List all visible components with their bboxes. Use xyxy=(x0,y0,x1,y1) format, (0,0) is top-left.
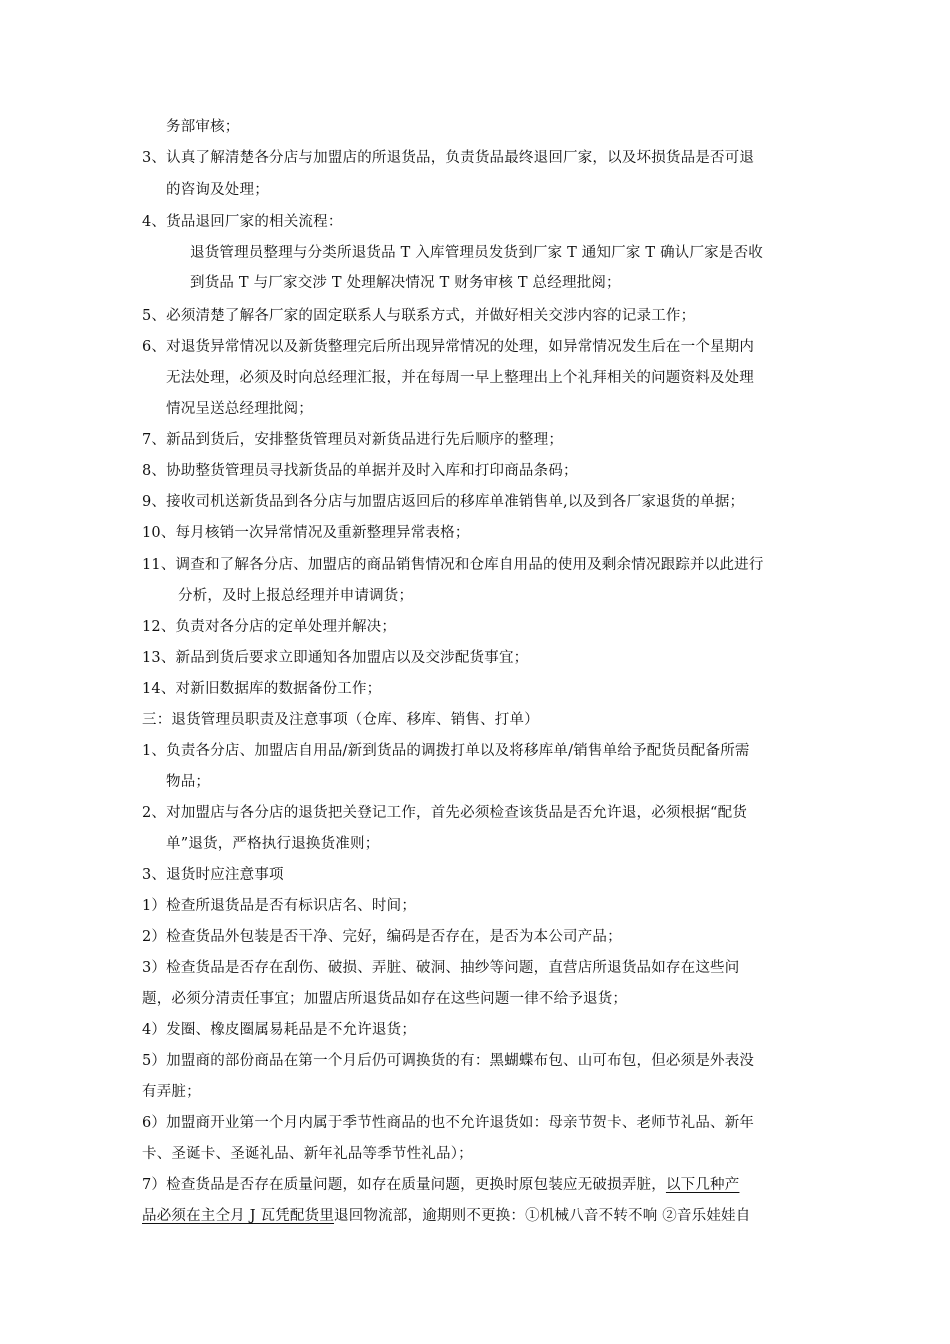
text-line: 3）检查货品是否存在刮伤、破损、弄脏、破洞、抽纱等问题，直营店所退货品如存在这些问 xyxy=(142,960,740,976)
text-line: 6）加盟商开业第一个月内属于季节性商品的也不允许退货如：母亲节贺卡、老师节礼品、新年 xyxy=(142,1115,755,1131)
text-line: 无法处理，必须及时向总经理汇报，并在每周一早上整理出上个礼拜相关的问题资料及处理 xyxy=(166,370,754,386)
text-line: 务部审核； xyxy=(166,119,240,135)
text-line xyxy=(142,1175,739,1195)
text-line: 的咨询及处理； xyxy=(166,182,269,198)
text-line: 分析，及时上报总经理并申请调货； xyxy=(178,588,414,604)
text-line: 题，必须分清责任事宜；加盟店所退货品如存在这些问题一律不给予退货； xyxy=(142,991,628,1007)
flow-line: 退货管理员整理与分类所退货品 T 入库管理员发货到厂家 T 通知厂家 T 确认厂家是否收 xyxy=(190,245,763,261)
text-line: 11、调查和了解各分店、加盟店的商品销售情况和仓库自用品的使用及剩余情况跟踪并以此进行 xyxy=(142,557,764,573)
text-line: 14、对新旧数据库的数据备份工作； xyxy=(142,681,382,697)
text-line: 3、认真了解清楚各分店与加盟店的所退货品，负责货品最终退回厂家，以及坏损货品是否可退 xyxy=(142,150,755,166)
text-line: 1）检查所退货品是否有标识店名、时间； xyxy=(142,898,417,914)
text-line: 8、协助整货管理员寻找新货品的单据并及时入库和打印商品条码； xyxy=(142,463,578,479)
text-line: 5）加盟商的部份商品在第一个月后仍可调换货的有：黑蝴蝶布包、山可布包，但必须是外表没 xyxy=(142,1053,755,1069)
text-line: 2、对加盟店与各分店的退货把关登记工作，首先必须检查该货品是否允许退，必须根据“配货 xyxy=(142,805,748,821)
text-run: 退回物流部，逾期则不更换：①机械八音不转不响 ②音乐娃娃自 xyxy=(334,1208,751,1224)
text-line: 13、新品到货后要求立即通知各加盟店以及交涉配货事宜； xyxy=(142,650,529,666)
text-line: 卡、圣诞卡、圣诞礼品、新年礼品等季节性礼品）； xyxy=(142,1146,473,1162)
underlined-text: 以下几种产 xyxy=(665,1177,740,1193)
underlined-text: 品必须在主仝月 J 瓦凭配货里 xyxy=(142,1208,335,1224)
text-line: 有弄脏； xyxy=(142,1084,201,1100)
text-line xyxy=(142,1206,750,1226)
text-line: 2）检查货品外包装是否干净、完好，编码是否存在，是否为本公司产品； xyxy=(142,929,622,945)
text-line: 5、必须清楚了解各厂家的固定联系人与联系方式，并做好相关交涉内容的记录工作； xyxy=(142,308,696,324)
text-line: 7、新品到货后，安排整货管理员对新货品进行先后顺序的整理； xyxy=(142,432,564,448)
text-line: 6、对退货异常情况以及新货整理完后所出现异常情况的处理，如异常情况发生后在一个星期内 xyxy=(142,339,755,355)
text-line: 4）发圈、橡皮圈属易耗品是不允许退货； xyxy=(142,1022,417,1038)
text-line: 1、负责各分店、加盟店自用品/新到货品的调拨打单以及将移库单/销售单给予配货员配备所需 xyxy=(142,743,750,759)
section-heading: 三：退货管理员职责及注意事项（仓库、移库、销售、打单） xyxy=(142,712,539,728)
text-line: 情况呈送总经理批阅； xyxy=(166,401,313,417)
text-line: 单”退货，严格执行退换货准则； xyxy=(166,836,380,852)
flow-line: 到货品 T 与厂家交涉 T 处理解决情况 T 财务审核 T 总经理批阅； xyxy=(190,275,621,291)
text-line: 3、退货时应注意事项 xyxy=(142,867,284,883)
text-line: 物品； xyxy=(166,774,211,790)
text-line: 9、接收司机送新货品到各分店与加盟店返回后的移库单准销售单,以及到各厂家退货的单据； xyxy=(142,494,745,510)
text-line: 4、货品退回厂家的相关流程： xyxy=(142,214,343,230)
text-line: 10、每月核销一次异常情况及重新整理异常表格； xyxy=(142,525,470,541)
text-line: 12、负责对各分店的定单处理并解决； xyxy=(142,619,397,635)
text-run: 7）检查货品是否存在质量问题，如存在质量问题，更换时原包装应无破损弄脏， xyxy=(142,1177,666,1193)
